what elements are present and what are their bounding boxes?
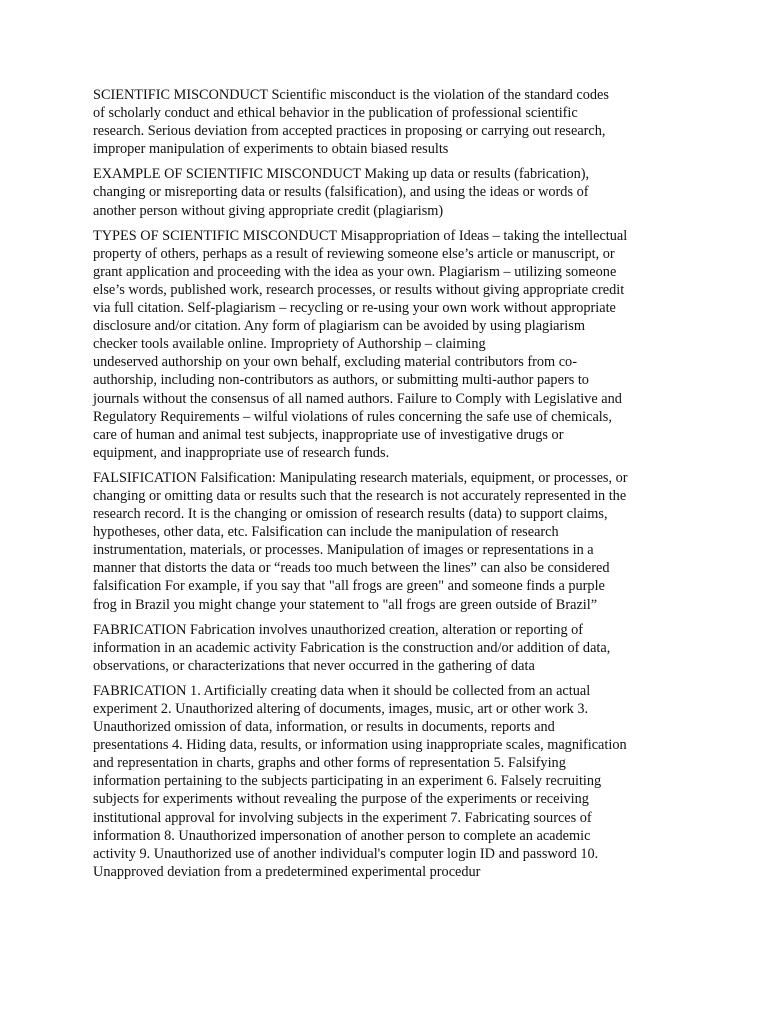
text-line: experiment 2. Unauthorized altering of documents, images, music, art or other work 3. [93, 701, 589, 717]
text-line: care of human and animal test subjects, inappropriate use of investigative drugs or [93, 426, 564, 443]
text-line: changing or omitting data or results such that the research is not accurately represented in the [93, 487, 627, 504]
text-line: of scholarly conduct and ethical behavior in the publication of professional scientific [93, 105, 578, 122]
text-line: manner that distorts the data or “reads too much between the lines” can also be considered [93, 560, 610, 577]
text-line: via full citation. Self-plagiarism – recycling or re-using your own work without appropriate [93, 300, 616, 317]
text-line: improper manipulation of experiments to obtain biased results [93, 141, 449, 158]
paragraph-types-of-scientific-misconduct [93, 227, 685, 462]
text-line: checker tools available online. Impropriety of Authorship – claiming [93, 336, 486, 353]
text-line: changing or misreporting data or results (falsification), and using the ideas or words of [93, 184, 589, 201]
text-line: SCIENTIFIC MISCONDUCT Scientific misconduct is the violation of the standard codes [93, 87, 609, 103]
text-line: authorship, including non-contributors as authors, or submitting multi-author papers to [93, 372, 589, 389]
paragraph-scientific-misconduct [93, 86, 685, 158]
text-line: FALSIFICATION Falsification: Manipulating research materials, equipment, or processes, or [93, 469, 628, 486]
paragraph-fabrication-list [93, 682, 685, 881]
text-line: EXAMPLE OF SCIENTIFIC MISCONDUCT Making up data or results (fabrication), [93, 166, 590, 183]
text-line: institutional approval for involving subjects in the experiment 7. Fabricating sources of [93, 809, 592, 826]
text-line: research. Serious deviation from accepted practices in proposing or carrying out research, [93, 123, 606, 140]
paragraph-falsification [93, 469, 685, 614]
text-line: information pertaining to the subjects participating in an experiment 6. Falsely recruiting [93, 773, 602, 790]
document-page [93, 86, 685, 888]
text-line: research record. It is the changing or omission of research results (data) to support claims, [93, 506, 608, 523]
text-line: information in an academic activity Fabrication is the construction and/or addition of data, [93, 639, 611, 656]
text-line: Regulatory Requirements – wilful violations of rules concerning the safe use of chemicals, [93, 408, 612, 425]
text-line: disclosure and/or citation. Any form of plagiarism can be avoided by using plagiarism [93, 318, 585, 335]
text-line: presentations 4. Hiding data, results, or information using inappropriate scales, magnification [93, 737, 627, 754]
text-line: subjects for experiments without revealing the purpose of the experiments or receiving [93, 791, 589, 808]
text-line: property of others, perhaps as a result of reviewing someone else’s article or manuscript, or [93, 245, 615, 262]
text-line: equipment, and inappropriate use of research funds. [93, 444, 390, 461]
text-line: observations, or characterizations that never occurred in the gathering of data [93, 657, 535, 674]
text-line: falsification For example, if you say that "all frogs are green" and someone finds a purple [93, 578, 605, 595]
text-line: and representation in charts, graphs and other forms of representation 5. Falsifying [93, 755, 566, 772]
text-line: frog in Brazil you might change your statement to "all frogs are green outside of Brazil” [93, 596, 598, 613]
text-line: information 8. Unauthorized impersonation of another person to complete an academic [93, 827, 591, 844]
paragraph-example-of-scientific-misconduct [93, 165, 685, 219]
text-line: hypotheses, other data, etc. Falsification can include the manipulation of research [93, 524, 559, 541]
text-line: Unapproved deviation from a predetermined experimental procedur [93, 863, 481, 880]
text-line: FABRICATION Fabrication involves unauthorized creation, alteration or reporting of [93, 621, 584, 638]
text-line: instrumentation, materials, or processes. Manipulation of images or representations in a [93, 542, 594, 559]
text-line: activity 9. Unauthorized use of another individual's computer login ID and password 10. [93, 845, 599, 862]
text-line: undeserved authorship on your own behalf, excluding material contributors from co- [93, 354, 577, 371]
text-line: else’s words, published work, research processes, or results without giving appropriate credit [93, 281, 625, 298]
text-line: TYPES OF SCIENTIFIC MISCONDUCT Misappropriation of Ideas – taking the intellectual [93, 227, 628, 244]
text-line: journals without the consensus of all named authors. Failure to Comply with Legislative and [93, 390, 622, 407]
text-line: Unauthorized omission of data, information, or results in documents, reports and [93, 719, 555, 736]
text-line: another person without giving appropriate credit (plagiarism) [93, 202, 444, 219]
paragraph-fabrication-definition [93, 621, 685, 675]
text-line: grant application and proceeding with the idea as your own. Plagiarism – utilizing someone [93, 263, 617, 280]
text-line: FABRICATION 1. Artificially creating data when it should be collected from an actual [93, 682, 591, 699]
